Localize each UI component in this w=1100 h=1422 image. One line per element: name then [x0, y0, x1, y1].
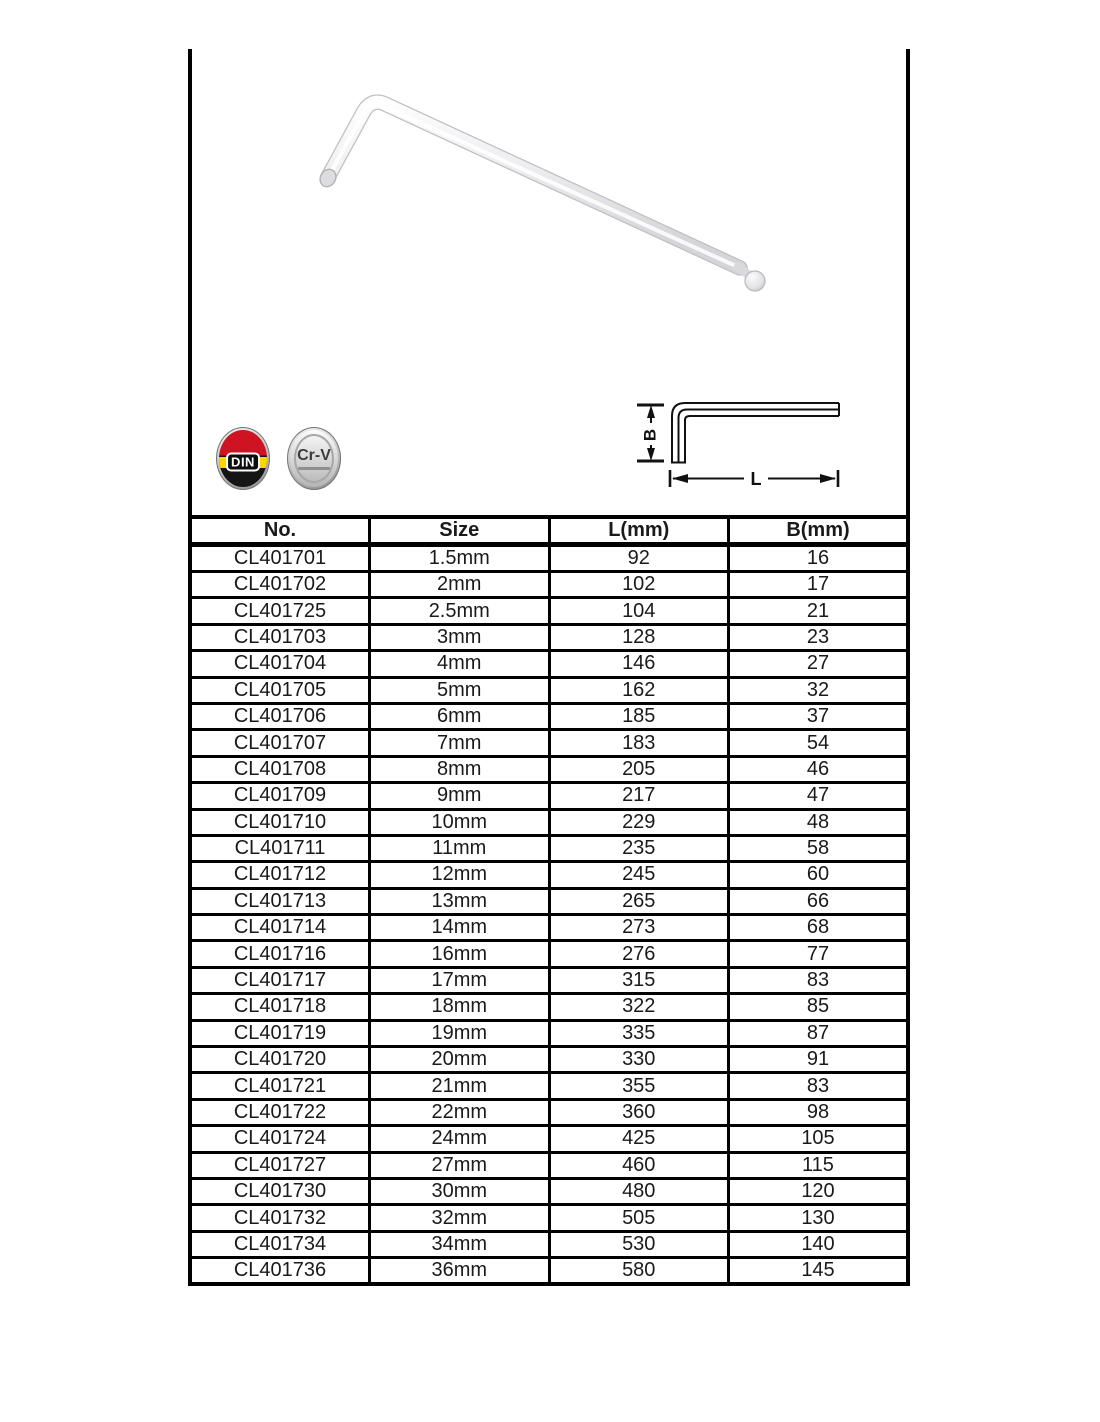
table-cell-size: 13mm: [370, 888, 550, 914]
table-cell-l: 276: [549, 941, 729, 967]
table-cell-size: 14mm: [370, 915, 550, 941]
table-row: [190, 862, 908, 888]
table-cell-no: CL401705: [190, 677, 370, 703]
table-cell-no: CL401704: [190, 651, 370, 677]
table-cell-size: 7mm: [370, 730, 550, 756]
table-cell-l: 92: [549, 545, 729, 572]
table-cell-l: 355: [549, 1073, 729, 1099]
table-cell-size: 16mm: [370, 941, 550, 967]
table-cell-size: 11mm: [370, 835, 550, 861]
table-cell-no: CL401706: [190, 703, 370, 729]
table-cell-no: CL401719: [190, 1020, 370, 1046]
table-cell-l: 185: [549, 703, 729, 729]
table-cell-no: CL401710: [190, 809, 370, 835]
table-cell-b: 105: [729, 1126, 909, 1152]
table-cell-size: 2.5mm: [370, 598, 550, 624]
table-cell-b: 145: [729, 1258, 909, 1285]
table-row: [190, 598, 908, 624]
table-cell-size: 2mm: [370, 572, 550, 598]
table-row: [190, 545, 908, 572]
table-cell-b: 54: [729, 730, 909, 756]
table-row: [190, 888, 908, 914]
table-row: [190, 1020, 908, 1046]
table-cell-l: 205: [549, 756, 729, 782]
table-cell-l: 425: [549, 1126, 729, 1152]
table-row: [190, 651, 908, 677]
product-image-panel: [188, 49, 910, 515]
table-cell-b: 83: [729, 1073, 909, 1099]
table-cell-l: 480: [549, 1178, 729, 1204]
table-cell-b: 85: [729, 994, 909, 1020]
table-cell-size: 20mm: [370, 1047, 550, 1073]
diagram-b-label: B: [640, 428, 660, 442]
table-cell-b: 58: [729, 835, 909, 861]
col-header-b: B(mm): [729, 517, 909, 545]
table-cell-no: CL401708: [190, 756, 370, 782]
dimension-diagram: [608, 389, 858, 504]
table-cell-b: 46: [729, 756, 909, 782]
table-row: [190, 1178, 908, 1204]
table-cell-l: 245: [549, 862, 729, 888]
crv-badge-face: [290, 430, 338, 487]
table-cell-size: 19mm: [370, 1020, 550, 1046]
table-cell-size: 21mm: [370, 1073, 550, 1099]
table-cell-l: 183: [549, 730, 729, 756]
crv-badge: [287, 427, 341, 490]
table-cell-b: 32: [729, 677, 909, 703]
table-cell-l: 505: [549, 1205, 729, 1231]
table-cell-l: 162: [549, 677, 729, 703]
table-cell-no: CL401730: [190, 1178, 370, 1204]
table-cell-b: 77: [729, 941, 909, 967]
table-cell-no: CL401703: [190, 624, 370, 650]
table-cell-b: 48: [729, 809, 909, 835]
table-cell-l: 330: [549, 1047, 729, 1073]
table-row: [190, 915, 908, 941]
col-header-l: L(mm): [549, 517, 729, 545]
diagram-l-label: L: [750, 469, 762, 489]
table-row: [190, 730, 908, 756]
table-cell-size: 27mm: [370, 1152, 550, 1178]
table-cell-l: 229: [549, 809, 729, 835]
table-cell-b: 21: [729, 598, 909, 624]
table-row: [190, 1099, 908, 1125]
table-cell-size: 30mm: [370, 1178, 550, 1204]
table-cell-no: CL401702: [190, 572, 370, 598]
crv-inner-ring: [294, 434, 334, 483]
table-cell-size: 12mm: [370, 862, 550, 888]
table-cell-b: 130: [729, 1205, 909, 1231]
din-badge: [216, 427, 270, 490]
table-cell-b: 120: [729, 1178, 909, 1204]
table-cell-l: 217: [549, 783, 729, 809]
table-cell-no: CL401701: [190, 545, 370, 572]
table-row: [190, 1205, 908, 1231]
table-row: [190, 835, 908, 861]
table-cell-l: 102: [549, 572, 729, 598]
table-cell-no: CL401734: [190, 1231, 370, 1257]
table-cell-size: 17mm: [370, 967, 550, 993]
table-cell-l: 235: [549, 835, 729, 861]
spec-table-head: [190, 517, 908, 545]
table-cell-size: 6mm: [370, 703, 550, 729]
table-cell-no: CL401714: [190, 915, 370, 941]
table-cell-l: 315: [549, 967, 729, 993]
table-cell-no: CL401711: [190, 835, 370, 861]
table-row: [190, 1231, 908, 1257]
table-row: [190, 1126, 908, 1152]
table-cell-b: 23: [729, 624, 909, 650]
table-cell-size: 34mm: [370, 1231, 550, 1257]
table-cell-no: CL401716: [190, 941, 370, 967]
table-cell-size: 5mm: [370, 677, 550, 703]
col-header-no: No.: [190, 517, 370, 545]
table-cell-b: 98: [729, 1099, 909, 1125]
table-cell-b: 47: [729, 783, 909, 809]
table-row: [190, 703, 908, 729]
table-row: [190, 941, 908, 967]
table-cell-l: 322: [549, 994, 729, 1020]
table-cell-no: CL401732: [190, 1205, 370, 1231]
table-cell-b: 27: [729, 651, 909, 677]
table-cell-l: 580: [549, 1258, 729, 1285]
table-cell-no: CL401712: [190, 862, 370, 888]
table-cell-l: 460: [549, 1152, 729, 1178]
table-row: [190, 572, 908, 598]
table-cell-no: CL401724: [190, 1126, 370, 1152]
table-cell-b: 16: [729, 545, 909, 572]
table-cell-l: 104: [549, 598, 729, 624]
table-row: [190, 1073, 908, 1099]
table-cell-b: 87: [729, 1020, 909, 1046]
table-row: [190, 783, 908, 809]
table-cell-no: CL401721: [190, 1073, 370, 1099]
table-cell-b: 68: [729, 915, 909, 941]
table-cell-size: 24mm: [370, 1126, 550, 1152]
table-cell-no: CL401722: [190, 1099, 370, 1125]
spec-table: [188, 515, 910, 1286]
table-cell-no: CL401718: [190, 994, 370, 1020]
table-row: [190, 756, 908, 782]
table-cell-size: 22mm: [370, 1099, 550, 1125]
table-cell-l: 530: [549, 1231, 729, 1257]
table-cell-no: CL401709: [190, 783, 370, 809]
table-cell-l: 265: [549, 888, 729, 914]
table-cell-b: 91: [729, 1047, 909, 1073]
table-cell-size: 8mm: [370, 756, 550, 782]
table-cell-l: 273: [549, 915, 729, 941]
table-row: [190, 994, 908, 1020]
table-cell-b: 60: [729, 862, 909, 888]
table-cell-size: 3mm: [370, 624, 550, 650]
crv-label: Cr-V: [297, 447, 331, 464]
table-cell-b: 83: [729, 967, 909, 993]
table-cell-l: 128: [549, 624, 729, 650]
table-cell-no: CL401736: [190, 1258, 370, 1285]
table-cell-b: 115: [729, 1152, 909, 1178]
table-cell-size: 9mm: [370, 783, 550, 809]
table-row: [190, 1258, 908, 1285]
table-row: [190, 677, 908, 703]
table-cell-size: 36mm: [370, 1258, 550, 1285]
table-row: [190, 1047, 908, 1073]
table-cell-l: 360: [549, 1099, 729, 1125]
table-row: [190, 1152, 908, 1178]
spec-table-body: [190, 545, 908, 1285]
table-row: [190, 809, 908, 835]
table-row: [190, 967, 908, 993]
table-cell-size: 4mm: [370, 651, 550, 677]
table-cell-no: CL401727: [190, 1152, 370, 1178]
table-cell-no: CL401713: [190, 888, 370, 914]
table-row: [190, 624, 908, 650]
table-cell-size: 32mm: [370, 1205, 550, 1231]
table-cell-no: CL401717: [190, 967, 370, 993]
table-cell-b: 140: [729, 1231, 909, 1257]
table-cell-size: 10mm: [370, 809, 550, 835]
din-label: DIN: [226, 453, 260, 472]
header-row: [190, 517, 908, 545]
table-cell-b: 17: [729, 572, 909, 598]
table-cell-size: 1.5mm: [370, 545, 550, 572]
table-cell-no: CL401720: [190, 1047, 370, 1073]
table-cell-no: CL401725: [190, 598, 370, 624]
table-cell-no: CL401707: [190, 730, 370, 756]
table-cell-b: 66: [729, 888, 909, 914]
table-cell-b: 37: [729, 703, 909, 729]
table-cell-l: 335: [549, 1020, 729, 1046]
table-cell-size: 18mm: [370, 994, 550, 1020]
table-cell-l: 146: [549, 651, 729, 677]
col-header-size: Size: [370, 517, 550, 545]
